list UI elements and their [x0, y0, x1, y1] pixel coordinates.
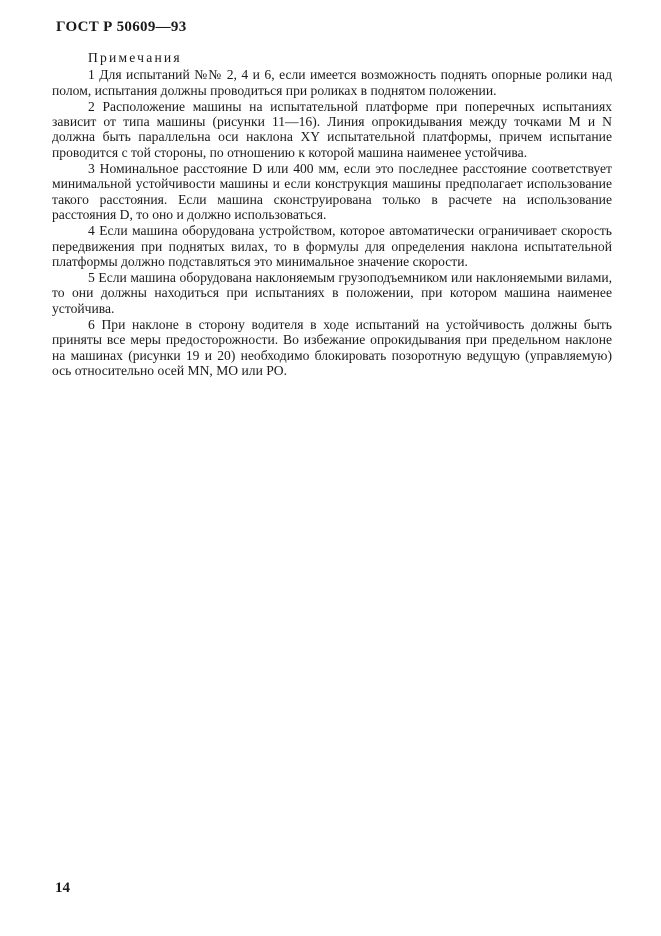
- notes-title: Примечания: [88, 50, 182, 65]
- note-item-4: 4 Если машина оборудована устройством, которое автоматически ограничивает скорость передвижения при поднятых вилах, то в формулы для определения наклона испытательной платформы должно подставляться это минимальное значение скорости.: [52, 223, 612, 269]
- note-item-6: 6 При наклоне в сторону водителя в ходе испытаний на устойчивость должны быть приняты все меры предосторожности. Во избежание опрокидывания при предельном наклоне на машинах (рисунки 19 и 20) необходимо блокировать позоротную ведущую (управляемую) ось относительно осей MN, MO или PO.: [52, 317, 612, 378]
- page-number: 14: [55, 880, 70, 896]
- note-item-5: 5 Если машина оборудована наклоняемым грузоподъемником или наклоняемыми вилами, то они должны находиться при испытаниях в положении, при котором машина наименее устойчива.: [52, 270, 612, 316]
- note-item-3: 3 Номинальное расстояние D или 400 мм, если это последнее расстояние соответствует минимальной устойчивости машины и если конструкция машины предполагает использование такого расстояния. Если машина сконструирована только в расчете на использование расстояния D, то оно и должно использоваться.: [52, 161, 612, 222]
- note-item-1: 1 Для испытаний №№ 2, 4 и 6, если имеется возможность поднять опорные ролики над полом, испытания должны проводиться при роликах в поднятом положении.: [52, 67, 612, 98]
- note-item-2: 2 Расположение машины на испытательной платформе при поперечных испытаниях зависит от типа машины (рисунки 11—16). Линия опрокидывания между точками M и N должна быть параллельна оси наклона XY испытательной платформы, причем испытание проводится с той стороны, по отношению к которой машина наименее устойчива.: [52, 98, 612, 160]
- notes-section: [52, 50, 612, 378]
- document-header-code: ГОСТ Р 50609—93: [56, 19, 187, 35]
